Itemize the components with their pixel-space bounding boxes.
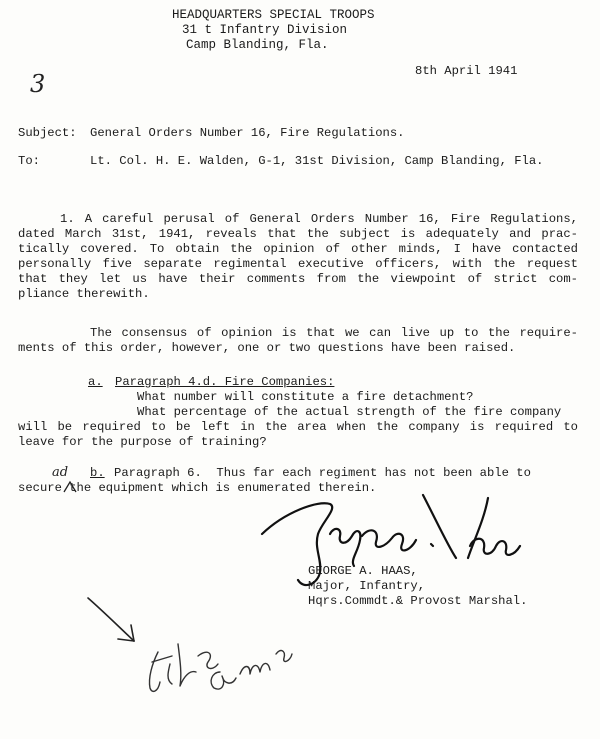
to-recipient: Lt. Col. H. E. Walden, G-1, 31st Division, Camp Blanding, Fla. (90, 154, 544, 168)
signer-title: Hqrs.Commdt.& Provost Marshal. (308, 594, 528, 608)
item-a-heading: Paragraph 4.d. Fire Companies: (115, 375, 335, 389)
para1-line-1: 1. A careful perusal of General Orders Number 16, Fire Regulations, (60, 212, 578, 226)
to-label: To: (18, 154, 40, 168)
letterhead-line-2: 31 t Infantry Division (182, 23, 348, 37)
para1-line-3: tically covered. To obtain the opinion of other minds, I have contacted (18, 242, 578, 256)
para1-line-2: dated March 31st, 1941, reveals that the subject is adequately and prac- (18, 227, 578, 241)
item-a-question-1: What number will constitute a fire detachment? (137, 390, 474, 404)
para2-line-1: The consensus of opinion is that we can live up to the require- (90, 326, 578, 340)
handwritten-signature (262, 495, 520, 585)
insertion-caret (64, 482, 76, 492)
item-b-letter: b. (90, 466, 105, 480)
item-a-question-2-line-3: leave for the purpose of training? (18, 435, 267, 449)
signer-rank: Major, Infantry, (308, 579, 426, 593)
item-b-line-2: secure the equipment which is enumerated therein. (18, 481, 377, 495)
para1-line-6: pliance therewith. (18, 287, 150, 301)
subject-text: General Orders Number 16, Fire Regulations. (90, 126, 405, 140)
handwritten-page-mark: 3 (30, 70, 46, 98)
annotation-arrow (88, 598, 134, 641)
letterhead-line-3: Camp Blanding, Fla. (186, 38, 329, 52)
letter-date: 8th April 1941 (415, 64, 518, 78)
annotation-scribble (149, 644, 292, 691)
item-a-letter: a. (88, 375, 103, 389)
para1-line-4: personally five separate regimental executive officers, with the request (18, 257, 578, 271)
para1-line-5: that they let us have their comments from the viewpoint of strict com- (18, 272, 578, 286)
item-a-question-2-line-2: will be required to be left in the area when the company is required to (18, 420, 578, 434)
subject-label: Subject: (18, 126, 77, 140)
para2-line-2: ments of this order, however, one or two questions have been raised. (18, 341, 516, 355)
item-a-question-2-line-1: What percentage of the actual strength of the fire company (137, 405, 562, 419)
handwritten-insertion: ad (52, 465, 69, 480)
signer-name: GEORGE A. HAAS, (308, 564, 418, 578)
item-b-line-1: Paragraph 6. Thus far each regiment has not been able to (114, 466, 531, 480)
letterhead-line-1: HEADQUARTERS SPECIAL TROOPS (172, 8, 375, 22)
